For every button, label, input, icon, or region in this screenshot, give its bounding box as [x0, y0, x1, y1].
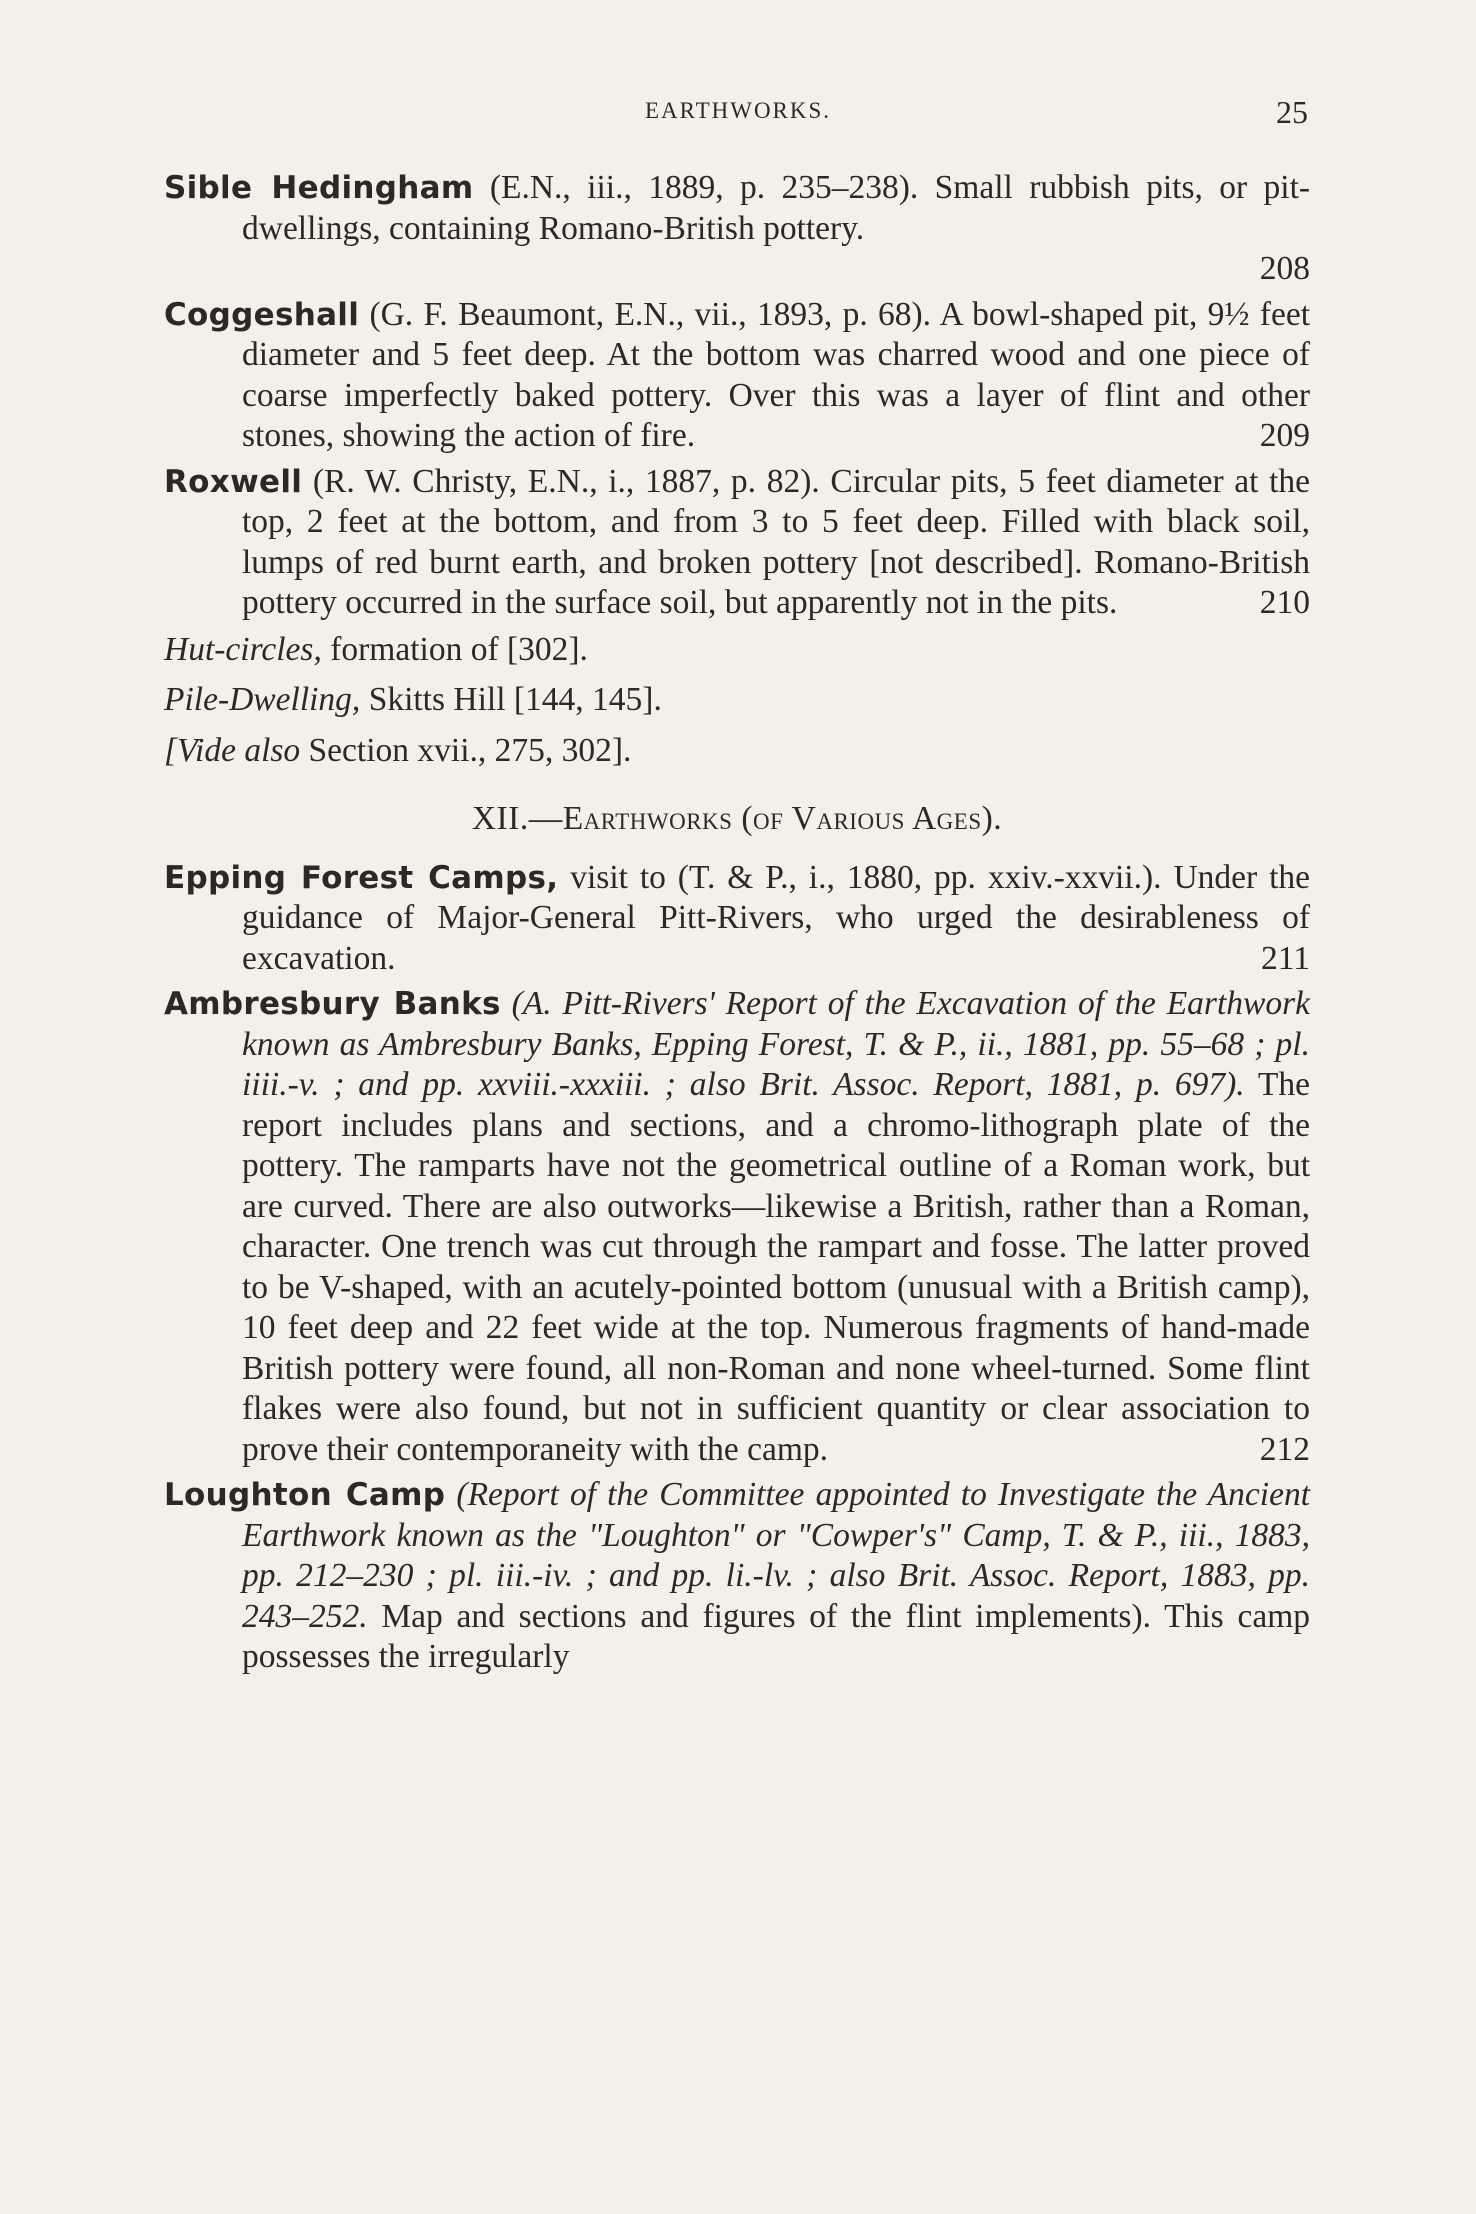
entry-citation: (G. F. Beaumont, E.N., vii., 1893, p. 68).: [369, 295, 932, 333]
entry-text: Circular pits, 5 feet diameter at the top, 2 feet at the bottom, and from 3 to 5 feet deep. Filled with black soil, lumps of red burnt earth, and broken pottery [not described]. Romano-British pottery occurred in the surface soil, but apparently not in the pits.: [242, 462, 1310, 621]
entry-citation: (A. Pitt-Rivers' Report of the Excavation of the Earthwork known as Ambresbury Banks, Epping Forest, T. & P., ii., 1881, pp. 55–68 ; pl. iiii.-v. ; and pp. xxviii.-xxxiii. ; also Brit. Assoc. Report, 1881, p. 697).: [242, 985, 1311, 1103]
entry-text: The report includes plans and sections, and a chromo-lithograph plate of the pottery. The ramparts have not the geometrical outline of a Roman work, but are curved. There are also outworks—likewise a British, rather than a Roman, character. One trench was cut through the rampart and fosse. The latter proved to be V-shaped, with an acutely-pointed bottom (unusual with a British camp), 10 feet deep and 22 feet wide at the top. Numerous fragments of hand-made British pottery were found, all non-Roman and none wheel-turned. Some flint flakes were also found, but not in sufficient quantity or clear association to prove their contemporaneity with the camp.: [242, 1066, 1310, 1468]
entry-citation: visit to (T. & P., i., 1880, pp. xxiv.-xxvii.).: [570, 858, 1162, 896]
cross-ref-text: Skitts Hill [144, 145].: [368, 681, 662, 718]
entry-heading: Coggeshall: [164, 296, 360, 333]
cross-ref-term: Pile-Dwelling,: [164, 681, 361, 718]
entry-ref-number: 208: [1259, 250, 1310, 287]
entry-ambresbury-banks: [164, 984, 1310, 1470]
cross-ref-pile-dwelling: [164, 680, 1310, 721]
entry-loughton-camp: [164, 1475, 1310, 1678]
entry-text: Under the guidance of Major-General Pitt-Rivers, who urged the desirableness of excavation.: [242, 858, 1311, 977]
entry-text: Small rubbish pits, or pit-dwellings, containing Romano-British pottery.: [242, 169, 1311, 247]
section-title: XII.—Earthworks (of Various Ages).: [471, 800, 1003, 837]
entry-text: A bowl-shaped pit, 9½ feet diameter and 5 feet deep. At the bottom was charred wood and one piece of coarse imperfectly baked pottery. Over this was a layer of flint and other stones, showing the action of fire.: [242, 295, 1311, 454]
running-title: EARTHWORKS.: [644, 98, 832, 123]
entry-citation: (E.N., iii., 1889, p. 235–238).: [489, 169, 919, 206]
entry-coggeshall: [164, 295, 1310, 457]
cross-ref-text: Section xvii., 275, 302].: [308, 731, 632, 769]
entry-text: Map and sections and figures of the flint implements). This camp possesses the irregularly: [242, 1597, 1310, 1675]
cross-ref-text: formation of [302].: [330, 630, 588, 668]
body-text: [164, 168, 1310, 1683]
cross-ref-vide-also: [164, 731, 1310, 772]
entry-epping-forest-camps: [164, 858, 1310, 980]
running-head: [0, 94, 1476, 134]
page-number: 25: [1276, 94, 1308, 130]
cross-ref-term: [Vide also: [164, 731, 301, 769]
entry-ref-number: 211: [1260, 939, 1310, 977]
entry-ref-number: 210: [1259, 584, 1310, 621]
entry-roxwell: [164, 462, 1310, 624]
cross-ref-hut-circles: [164, 630, 1310, 671]
entry-ref-number: 209: [1259, 417, 1310, 454]
cross-ref-term: Hut-circles,: [164, 630, 322, 668]
entry-heading: Loughton Camp: [164, 1477, 446, 1513]
entry-citation: (Report of the Committee appointed to Investigate the Ancient Earthwork known as the "Loughton" or "Cowper's" Camp, T. & P., iii., 1883, pp. 212–230 ; pl. iii.-iv. ; and pp. li.-lv. ; also Brit. Assoc. Report, 1883, pp. 243–252.: [242, 1476, 1311, 1635]
entry-citation: (R. W. Christy, E.N., i., 1887, p. 82).: [312, 462, 820, 500]
entry-heading: Roxwell: [164, 463, 303, 500]
entry-heading: Sible Hedingham: [164, 170, 474, 206]
entry-heading: Ambresbury Banks: [164, 986, 501, 1022]
entry-heading: Epping Forest Camps,: [164, 859, 559, 896]
entry-sible-hedingham: [164, 168, 1310, 290]
entry-ref-number: 212: [1259, 1430, 1310, 1468]
